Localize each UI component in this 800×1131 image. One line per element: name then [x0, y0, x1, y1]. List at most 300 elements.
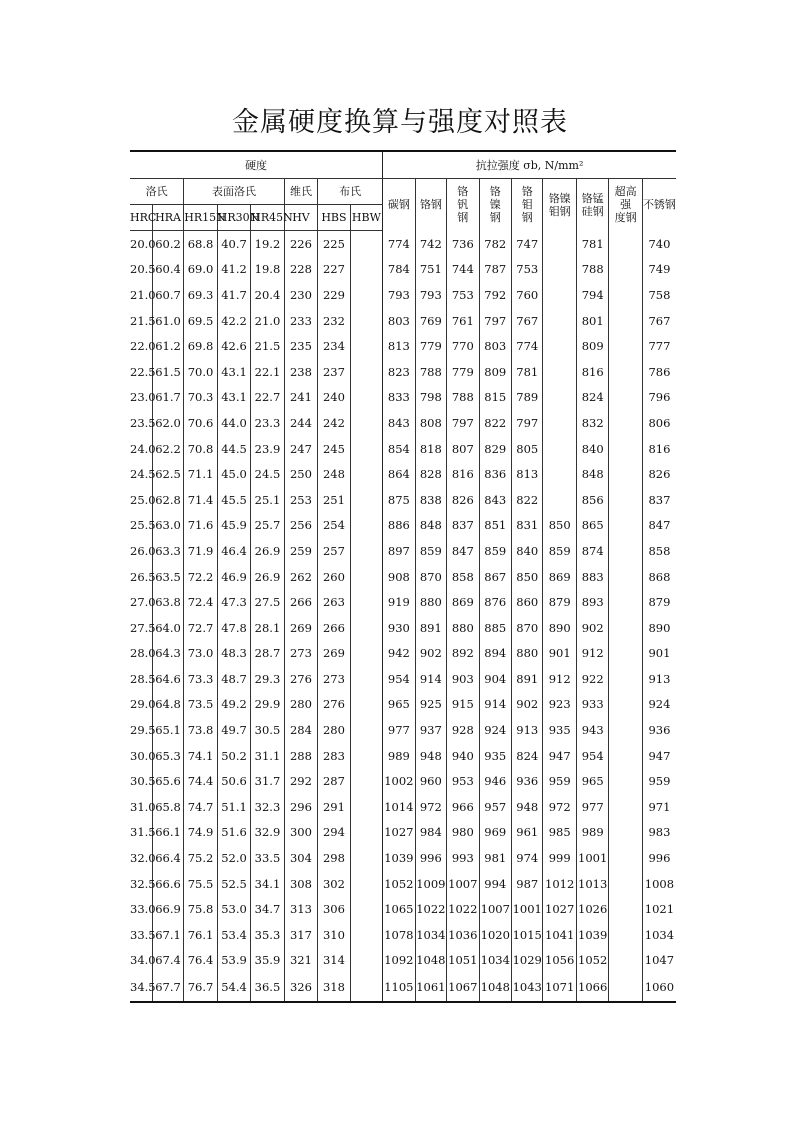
col-header-hbw: HBW	[350, 205, 382, 231]
table-cell: 869	[447, 589, 479, 615]
table-cell	[350, 461, 382, 487]
table-row	[130, 896, 676, 922]
table-cell: 321	[284, 948, 317, 974]
table-cell: 1039	[576, 922, 608, 948]
table-cell: 64.6	[152, 666, 183, 692]
table-cell: 1034	[642, 922, 676, 948]
table-cell: 66.4	[152, 845, 183, 871]
table-cell: 989	[383, 743, 415, 769]
table-cell: 870	[415, 564, 446, 590]
table-cell: 47.8	[217, 615, 250, 641]
table-cell: 63.0	[152, 513, 183, 539]
table-cell	[609, 359, 642, 385]
table-cell: 1043	[512, 973, 543, 1002]
table-cell: 1009	[415, 871, 446, 897]
table-cell: 233	[284, 308, 317, 334]
table-cell: 806	[642, 410, 676, 436]
table-cell	[350, 641, 382, 667]
steel-header: 铬 钒 钢	[447, 179, 479, 231]
table-cell: 792	[479, 282, 511, 308]
table-cell: 816	[576, 359, 608, 385]
table-cell: 816	[642, 436, 676, 462]
table-cell: 71.6	[184, 513, 217, 539]
table-cell: 63.8	[152, 589, 183, 615]
table-cell: 953	[447, 768, 479, 794]
table-cell: 758	[642, 282, 676, 308]
table-cell: 803	[383, 308, 415, 334]
table-row	[130, 794, 676, 820]
table-cell: 54.4	[217, 973, 250, 1002]
table-cell	[350, 513, 382, 539]
table-cell: 935	[543, 717, 576, 743]
table-cell: 266	[318, 615, 350, 641]
table-cell: 1034	[415, 922, 446, 948]
table-row	[130, 641, 676, 667]
table-cell: 989	[576, 820, 608, 846]
table-cell: 1065	[383, 896, 415, 922]
table-cell: 753	[447, 282, 479, 308]
steel-header: 碳钢	[383, 179, 415, 231]
table-cell: 269	[318, 641, 350, 667]
table-cell: 828	[415, 461, 446, 487]
table-cell: 1048	[479, 973, 511, 1002]
table-cell: 779	[415, 333, 446, 359]
table-cell: 32.0	[130, 851, 156, 866]
table-cell: 767	[512, 308, 543, 334]
table-cell: 32.3	[251, 794, 284, 820]
table-cell: 26.9	[251, 564, 284, 590]
table-cell	[609, 615, 642, 641]
table-cell: 858	[447, 564, 479, 590]
table-cell: 63.5	[152, 564, 183, 590]
table-cell: 75.2	[184, 845, 217, 871]
table-cell: 25.0	[130, 492, 156, 507]
table-cell: 840	[576, 436, 608, 462]
table-cell: 53.4	[217, 922, 250, 948]
table-cell: 27.5	[251, 589, 284, 615]
table-cell: 787	[479, 257, 511, 283]
table-cell: 53.9	[217, 948, 250, 974]
table-cell: 1078	[383, 922, 415, 948]
table-cell: 326	[284, 973, 317, 1002]
table-cell: 65.3	[152, 743, 183, 769]
table-cell: 64.0	[152, 615, 183, 641]
table-cell: 875	[383, 487, 415, 513]
table-cell	[350, 308, 382, 334]
table-cell: 788	[576, 257, 608, 283]
table-cell: 52.0	[217, 845, 250, 871]
table-cell: 815	[479, 385, 511, 411]
table-cell: 1015	[512, 922, 543, 948]
table-cell: 72.2	[184, 564, 217, 590]
table-cell: 924	[642, 692, 676, 718]
col-header-hbs: HBS	[318, 205, 350, 231]
table-cell: 232	[318, 308, 350, 334]
table-cell: 65.8	[152, 794, 183, 820]
table-cell: 960	[415, 768, 446, 794]
table-cell: 304	[284, 845, 317, 871]
table-cell: 27.5	[130, 620, 156, 635]
table-cell: 858	[642, 538, 676, 564]
table-cell: 74.4	[184, 768, 217, 794]
table-cell	[350, 666, 382, 692]
table-cell: 971	[642, 794, 676, 820]
table-cell: 263	[318, 589, 350, 615]
page-title: 金属硬度换算与强度对照表	[232, 107, 568, 138]
table-cell: 972	[415, 794, 446, 820]
table-cell: 848	[415, 513, 446, 539]
table-cell: 742	[415, 231, 446, 257]
table-cell: 318	[318, 973, 350, 1002]
table-cell: 242	[318, 410, 350, 436]
table-cell: 31.1	[251, 743, 284, 769]
table-cell: 880	[415, 589, 446, 615]
table-cell	[609, 513, 642, 539]
table-cell: 23.5	[130, 415, 156, 430]
table-cell: 925	[415, 692, 446, 718]
table-cell: 310	[318, 922, 350, 948]
table-cell: 876	[479, 589, 511, 615]
table-cell: 240	[318, 385, 350, 411]
table-cell: 1022	[415, 896, 446, 922]
table-cell: 922	[576, 666, 608, 692]
table-cell: 67.4	[152, 948, 183, 974]
table-cell: 1105	[383, 973, 415, 1002]
table-cell: 237	[318, 359, 350, 385]
table-cell: 1048	[415, 948, 446, 974]
table-cell: 34.0	[130, 953, 156, 968]
table-cell: 957	[479, 794, 511, 820]
table-row	[130, 308, 676, 334]
table-cell: 248	[318, 461, 350, 487]
table-cell	[350, 768, 382, 794]
table-cell: 1002	[383, 768, 415, 794]
table-cell	[350, 896, 382, 922]
table-cell: 269	[284, 615, 317, 641]
table-cell: 61.2	[152, 333, 183, 359]
table-cell: 51.6	[217, 820, 250, 846]
table-cell: 848	[576, 461, 608, 487]
table-cell: 1034	[479, 948, 511, 974]
table-cell: 46.4	[217, 538, 250, 564]
table-cell	[543, 231, 576, 257]
table-row	[130, 820, 676, 846]
table-cell: 914	[479, 692, 511, 718]
table-cell: 25.7	[251, 513, 284, 539]
table-cell: 287	[318, 768, 350, 794]
table-cell: 854	[383, 436, 415, 462]
steel-header: 超高强 度钢	[609, 179, 642, 231]
table-cell: 33.5	[251, 845, 284, 871]
table-cell	[609, 768, 642, 794]
table-cell: 69.8	[184, 333, 217, 359]
table-cell: 865	[576, 513, 608, 539]
table-cell: 273	[284, 641, 317, 667]
table-cell: 44.5	[217, 436, 250, 462]
table-cell: 822	[512, 487, 543, 513]
table-cell: 1001	[512, 896, 543, 922]
table-cell: 782	[479, 231, 511, 257]
table-row	[130, 922, 676, 948]
table-cell: 25.5	[130, 518, 156, 533]
table-cell: 801	[576, 308, 608, 334]
table-cell: 76.4	[184, 948, 217, 974]
table-cell: 946	[479, 768, 511, 794]
table-cell: 831	[512, 513, 543, 539]
table-cell: 987	[512, 871, 543, 897]
table-cell: 753	[512, 257, 543, 283]
table-cell: 26.0	[130, 543, 156, 558]
table-cell: 985	[543, 820, 576, 846]
table-cell: 52.5	[217, 871, 250, 897]
table-cell	[609, 743, 642, 769]
table-cell: 30.5	[251, 717, 284, 743]
table-cell: 30.0	[130, 748, 156, 763]
table-row	[130, 410, 676, 436]
col-header-hrc: HRC	[130, 205, 152, 231]
table-cell	[609, 896, 642, 922]
table-cell: 870	[512, 615, 543, 641]
table-cell: 48.3	[217, 641, 250, 667]
table-cell: 29.9	[251, 692, 284, 718]
table-cell: 843	[383, 410, 415, 436]
vickers-header: 维氏	[284, 179, 317, 205]
table-cell: 891	[415, 615, 446, 641]
table-cell	[609, 666, 642, 692]
table-cell: 42.6	[217, 333, 250, 359]
table-cell: 937	[415, 717, 446, 743]
table-cell: 1060	[642, 973, 676, 1002]
table-cell: 262	[284, 564, 317, 590]
table-cell: 1036	[447, 922, 479, 948]
table-cell: 981	[479, 845, 511, 871]
table-cell: 70.0	[184, 359, 217, 385]
table-row	[130, 717, 676, 743]
steel-header: 铬 镍 钢	[479, 179, 511, 231]
table-cell: 1056	[543, 948, 576, 974]
table-cell: 28.5	[130, 671, 156, 686]
steel-header: 铬钢	[415, 179, 446, 231]
table-cell: 1013	[576, 871, 608, 897]
table-row	[130, 487, 676, 513]
table-cell: 902	[415, 641, 446, 667]
table-cell: 62.8	[152, 487, 183, 513]
table-cell: 847	[642, 513, 676, 539]
table-cell: 832	[576, 410, 608, 436]
table-cell: 850	[512, 564, 543, 590]
table-cell: 751	[415, 257, 446, 283]
table-cell: 276	[318, 692, 350, 718]
table-cell: 940	[447, 743, 479, 769]
table-cell: 66.6	[152, 871, 183, 897]
table-cell: 65.1	[152, 717, 183, 743]
table-cell: 1052	[576, 948, 608, 974]
table-cell: 28.0	[130, 646, 156, 661]
table-cell: 781	[512, 359, 543, 385]
table-cell: 824	[576, 385, 608, 411]
table-cell: 805	[512, 436, 543, 462]
table-cell: 1021	[642, 896, 676, 922]
table-cell: 894	[479, 641, 511, 667]
table-cell: 74.7	[184, 794, 217, 820]
table-cell: 769	[415, 308, 446, 334]
table-cell: 1051	[447, 948, 479, 974]
table-row	[130, 231, 676, 257]
table-cell: 912	[543, 666, 576, 692]
table-row	[130, 743, 676, 769]
table-cell: 993	[447, 845, 479, 871]
table-cell: 238	[284, 359, 317, 385]
table-cell: 856	[576, 487, 608, 513]
table-cell: 50.6	[217, 768, 250, 794]
table-cell: 27.0	[130, 595, 156, 610]
table-cell: 860	[512, 589, 543, 615]
table-cell: 24.0	[130, 441, 156, 456]
table-cell	[350, 231, 382, 257]
table-cell: 41.2	[217, 257, 250, 283]
table-cell: 291	[318, 794, 350, 820]
table-cell: 1007	[447, 871, 479, 897]
table-cell: 308	[284, 871, 317, 897]
table-cell: 313	[284, 896, 317, 922]
table-cell: 747	[512, 231, 543, 257]
table-cell: 306	[318, 896, 350, 922]
table-cell	[350, 615, 382, 641]
table-cell	[350, 436, 382, 462]
col-header-hr30n: HR30N	[217, 205, 250, 231]
table-cell: 74.9	[184, 820, 217, 846]
table-cell: 67.1	[152, 922, 183, 948]
table-cell: 20.5	[130, 262, 156, 277]
table-cell: 880	[447, 615, 479, 641]
table-cell: 942	[383, 641, 415, 667]
table-cell: 33.5	[130, 927, 156, 942]
table-cell: 62.0	[152, 410, 183, 436]
table-cell: 32.5	[130, 876, 156, 891]
table-cell: 29.5	[130, 723, 156, 738]
table-cell: 874	[576, 538, 608, 564]
table-cell: 73.5	[184, 692, 217, 718]
table-cell: 936	[512, 768, 543, 794]
table-cell: 965	[576, 768, 608, 794]
table-cell: 20.4	[251, 282, 284, 308]
table-cell: 22.5	[130, 364, 156, 379]
table-cell: 816	[447, 461, 479, 487]
table-cell: 280	[284, 692, 317, 718]
table-cell: 250	[284, 461, 317, 487]
table-cell: 273	[318, 666, 350, 692]
table-cell: 936	[642, 717, 676, 743]
table-cell	[609, 973, 642, 1002]
table-cell: 245	[318, 436, 350, 462]
col-header-hv: HV	[284, 205, 317, 231]
table-cell: 760	[512, 282, 543, 308]
table-cell: 740	[642, 231, 676, 257]
table-cell	[543, 359, 576, 385]
table-cell	[609, 436, 642, 462]
table-cell: 21.5	[130, 313, 156, 328]
table-cell: 966	[447, 794, 479, 820]
table-cell: 974	[512, 845, 543, 871]
table-cell: 1061	[415, 973, 446, 1002]
table-cell: 63.3	[152, 538, 183, 564]
table-cell: 977	[383, 717, 415, 743]
table-cell: 943	[576, 717, 608, 743]
steel-header: 不锈钢	[642, 179, 676, 231]
table-cell: 1007	[479, 896, 511, 922]
table-cell	[609, 231, 642, 257]
table-cell: 833	[383, 385, 415, 411]
table-cell: 901	[543, 641, 576, 667]
table-cell: 924	[479, 717, 511, 743]
table-cell: 779	[447, 359, 479, 385]
table-cell: 60.7	[152, 282, 183, 308]
steel-header: 铬镍 钼钢	[543, 179, 576, 231]
table-cell	[609, 692, 642, 718]
table-cell: 879	[543, 589, 576, 615]
table-cell: 1029	[512, 948, 543, 974]
table-cell: 808	[415, 410, 446, 436]
table-cell: 914	[415, 666, 446, 692]
table-row	[130, 948, 676, 974]
table-cell: 984	[415, 820, 446, 846]
table-cell: 829	[479, 436, 511, 462]
table-cell: 1039	[383, 845, 415, 871]
table-cell: 61.5	[152, 359, 183, 385]
table-cell: 770	[447, 333, 479, 359]
table-cell: 954	[576, 743, 608, 769]
table-cell: 288	[284, 743, 317, 769]
table-cell: 73.0	[184, 641, 217, 667]
table-cell: 61.0	[152, 308, 183, 334]
table-cell	[609, 641, 642, 667]
col-header-hr15n: HR15N	[184, 205, 217, 231]
table-cell: 70.6	[184, 410, 217, 436]
table-cell: 850	[543, 513, 576, 539]
table-cell	[609, 538, 642, 564]
table-cell: 280	[318, 717, 350, 743]
table-cell: 959	[642, 768, 676, 794]
table-cell: 1027	[383, 820, 415, 846]
table-cell: 276	[284, 666, 317, 692]
table-cell	[350, 743, 382, 769]
table-cell: 904	[479, 666, 511, 692]
table-cell: 234	[318, 333, 350, 359]
brinell-header: 布氏	[318, 179, 383, 205]
table-row	[130, 436, 676, 462]
table-cell	[350, 333, 382, 359]
table-cell: 60.2	[152, 231, 183, 257]
table-cell: 41.7	[217, 282, 250, 308]
table-cell: 21.0	[251, 308, 284, 334]
table-cell: 76.1	[184, 922, 217, 948]
table-cell: 259	[284, 538, 317, 564]
table-cell: 813	[512, 461, 543, 487]
table-cell: 31.5	[130, 825, 156, 840]
table-cell: 890	[543, 615, 576, 641]
table-cell: 954	[383, 666, 415, 692]
table-cell: 68.8	[184, 231, 217, 257]
surface-rockwell-header: 表面洛氏	[184, 179, 284, 205]
table-cell: 928	[447, 717, 479, 743]
table-cell: 19.2	[251, 231, 284, 257]
table-cell: 867	[479, 564, 511, 590]
table-cell: 75.8	[184, 896, 217, 922]
table-cell: 22.7	[251, 385, 284, 411]
table-cell: 774	[512, 333, 543, 359]
table-cell: 283	[318, 743, 350, 769]
table-cell: 226	[284, 231, 317, 257]
